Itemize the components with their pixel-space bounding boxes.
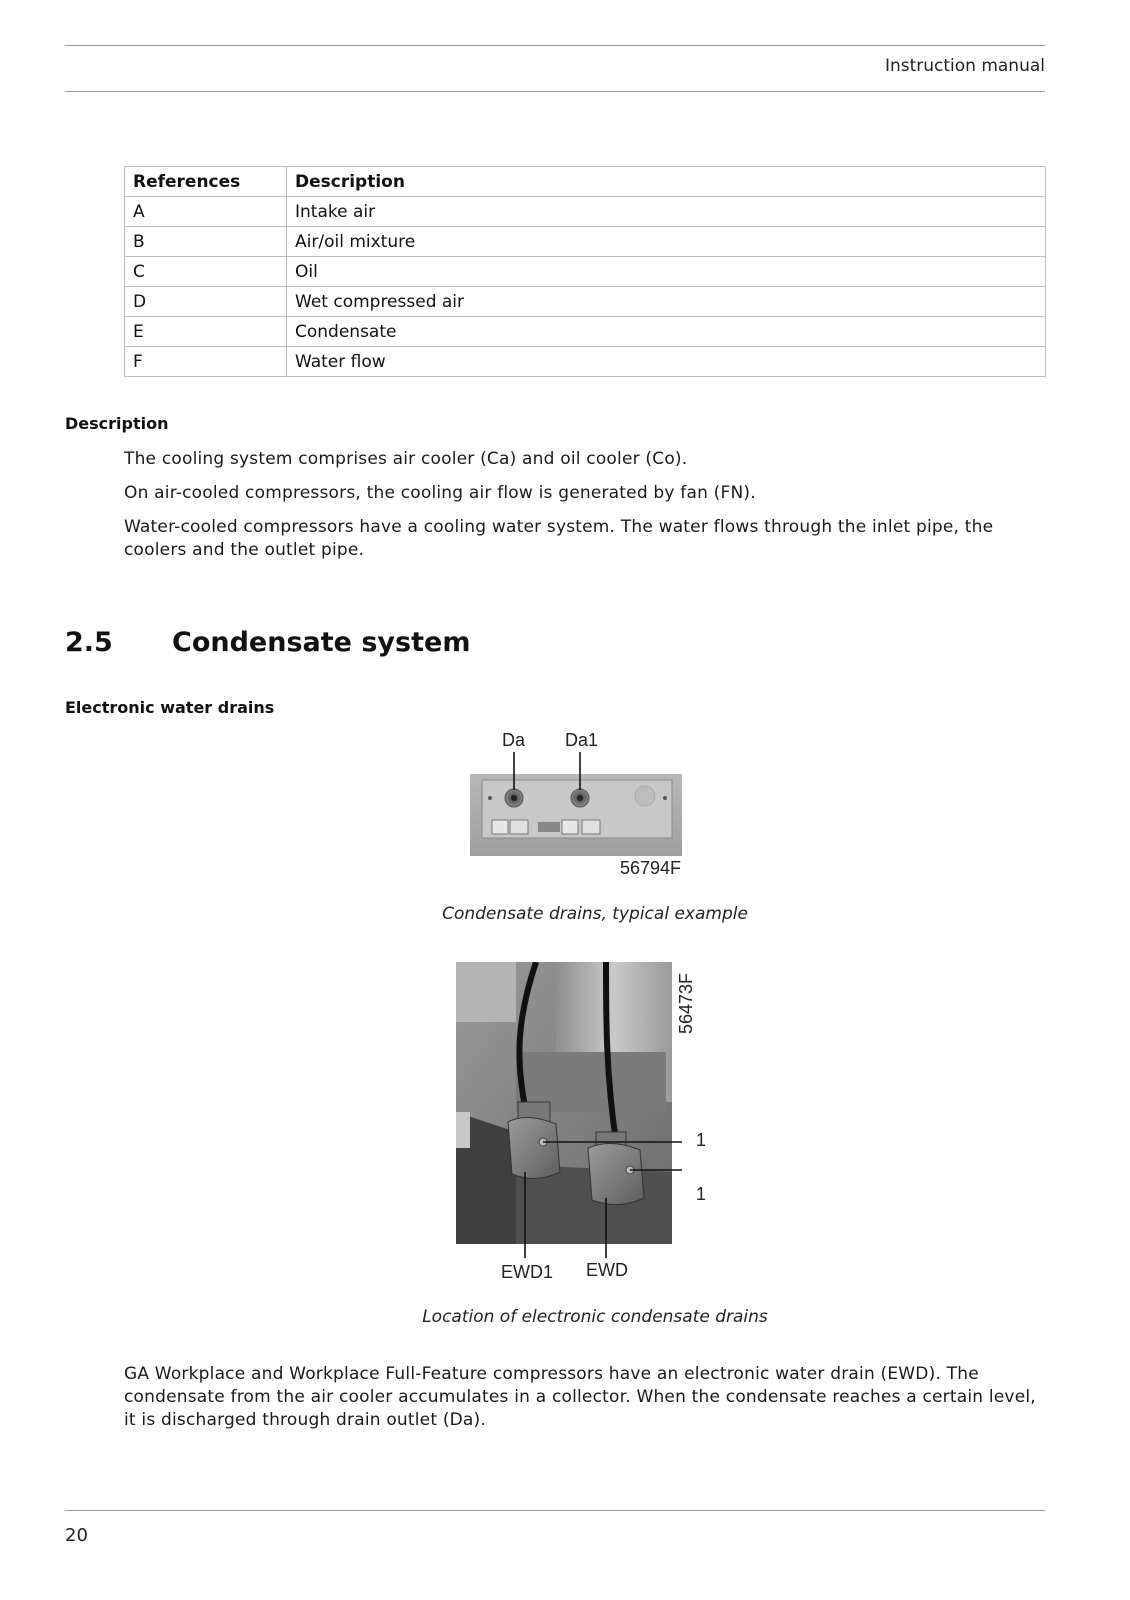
header-title: Instruction manual (884, 56, 1045, 76)
table-row (125, 347, 1046, 377)
description-cell: Water flow (287, 347, 1046, 377)
table-row (125, 287, 1046, 317)
description-paragraph-1: The cooling system comprises air cooler (Ca) and oil cooler (Co). (124, 449, 688, 469)
figure-ewd-location (456, 962, 716, 1282)
header-bottom-rule (65, 91, 1045, 92)
description-cell: Wet compressed air (287, 287, 1046, 317)
description-cell: Oil (287, 257, 1046, 287)
table-row (125, 317, 1046, 347)
description-paragraph-3-line-2: coolers and the outlet pipe. (124, 540, 365, 560)
column-header-references: References (125, 167, 287, 197)
column-header-description: Description (287, 167, 1046, 197)
caption-ewd-location: Location of electronic condensate drains (422, 1307, 768, 1327)
electronic-water-drains-heading: Electronic water drains (65, 698, 275, 717)
ewd-paragraph-line-3: it is discharged through drain outlet (Da). (124, 1410, 486, 1430)
description-cell: Condensate (287, 317, 1046, 347)
ewd-paragraph-line-1: GA Workplace and Workplace Full-Feature compressors have an electronic water drain (EWD). The (124, 1364, 979, 1384)
table-row (125, 257, 1046, 287)
figure-code-56794f: 56794F (620, 858, 682, 878)
reference-cell: E (125, 317, 287, 347)
page-number: 20 (65, 1525, 88, 1546)
label-1-lower: 1 (696, 1184, 707, 1204)
description-heading: Description (65, 414, 169, 433)
reference-table (124, 166, 1046, 377)
reference-cell: A (125, 197, 287, 227)
caption-condensate-drains: Condensate drains, typical example (442, 904, 748, 924)
reference-cell: B (125, 227, 287, 257)
figure-condensate-drains (470, 730, 695, 880)
description-paragraph-3-line-1: Water-cooled compressors have a cooling water system. The water flows through the inlet pipe, the (124, 517, 994, 537)
ewd-paragraph-line-2: condensate from the air cooler accumulates in a collector. When the condensate reaches a certain level, (124, 1387, 1036, 1407)
label-ewd1: EWD1 (501, 1262, 554, 1282)
footer-rule (65, 1510, 1045, 1511)
table-row (125, 197, 1046, 227)
header-top-rule (65, 45, 1045, 46)
table-header-row (125, 167, 1046, 197)
figure-code-56473f: 56473F (676, 972, 696, 1034)
description-paragraph-2: On air-cooled compressors, the cooling air flow is generated by fan (FN). (124, 483, 756, 503)
label-da: Da (502, 730, 526, 750)
label-ewd: EWD (586, 1260, 628, 1280)
reference-cell: D (125, 287, 287, 317)
section-number: 2.5 (65, 627, 113, 658)
description-cell: Air/oil mixture (287, 227, 1046, 257)
description-cell: Intake air (287, 197, 1046, 227)
reference-cell: F (125, 347, 287, 377)
reference-cell: C (125, 257, 287, 287)
section-title: Condensate system (172, 627, 471, 658)
label-1-upper: 1 (696, 1130, 707, 1150)
label-da1: Da1 (565, 730, 599, 750)
table-row (125, 227, 1046, 257)
